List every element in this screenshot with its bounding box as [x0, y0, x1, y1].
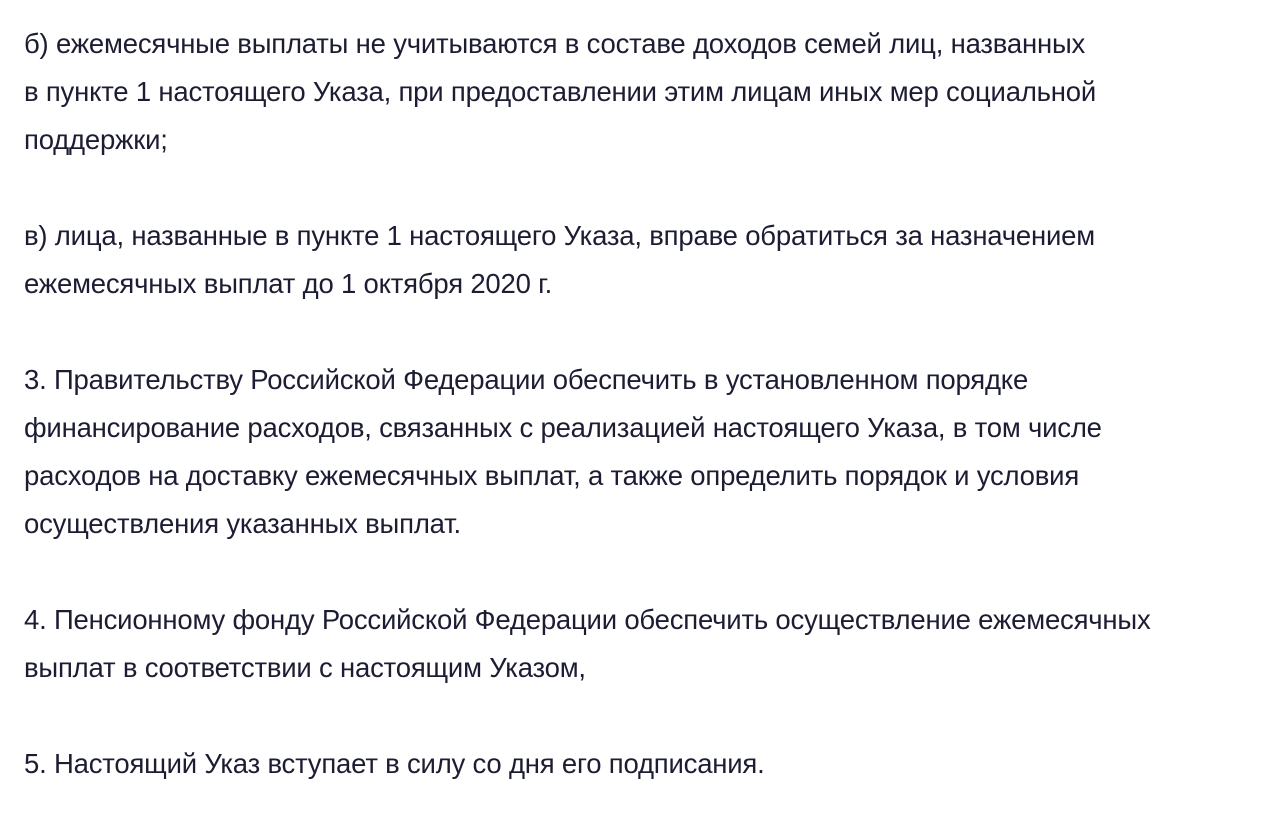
text-line: финансирование расходов, связанных с реализацией настоящего Указа, в том числе [24, 412, 1102, 443]
text-line: расходов на доставку ежемесячных выплат, а также определить порядок и условия [24, 460, 1080, 491]
paragraph-item-4 [24, 596, 1260, 692]
paragraph-item-3 [24, 356, 1260, 548]
paragraph-subitem-v [24, 212, 1260, 308]
paragraph-item-5 [24, 740, 1260, 788]
paragraph-subitem-b [24, 20, 1260, 164]
text-line: поддержки; [24, 124, 168, 155]
text-line: 5. Настоящий Указ вступает в силу со дня его подписания. [24, 748, 765, 779]
text-line: б) ежемесячные выплаты не учитываются в составе доходов семей лиц, названных [24, 28, 1086, 59]
text-line: 3. Правительству Российской Федерации обеспечить в установленном порядке [24, 364, 1029, 395]
text-line: выплат в соответствии с настоящим Указом, [24, 652, 586, 683]
text-line: 4. Пенсионному фонду Российской Федерации обеспечить осуществление ежемесячных [24, 604, 1151, 635]
text-line: в) лица, названные в пункте 1 настоящего Указа, вправе обратиться за назначением [24, 220, 1095, 251]
text-line: в пункте 1 настоящего Указа, при предоставлении этим лицам иных мер социальной [24, 76, 1097, 107]
text-line: осуществления указанных выплат. [24, 508, 461, 539]
text-line: ежемесячных выплат до 1 октября 2020 г. [24, 268, 553, 299]
